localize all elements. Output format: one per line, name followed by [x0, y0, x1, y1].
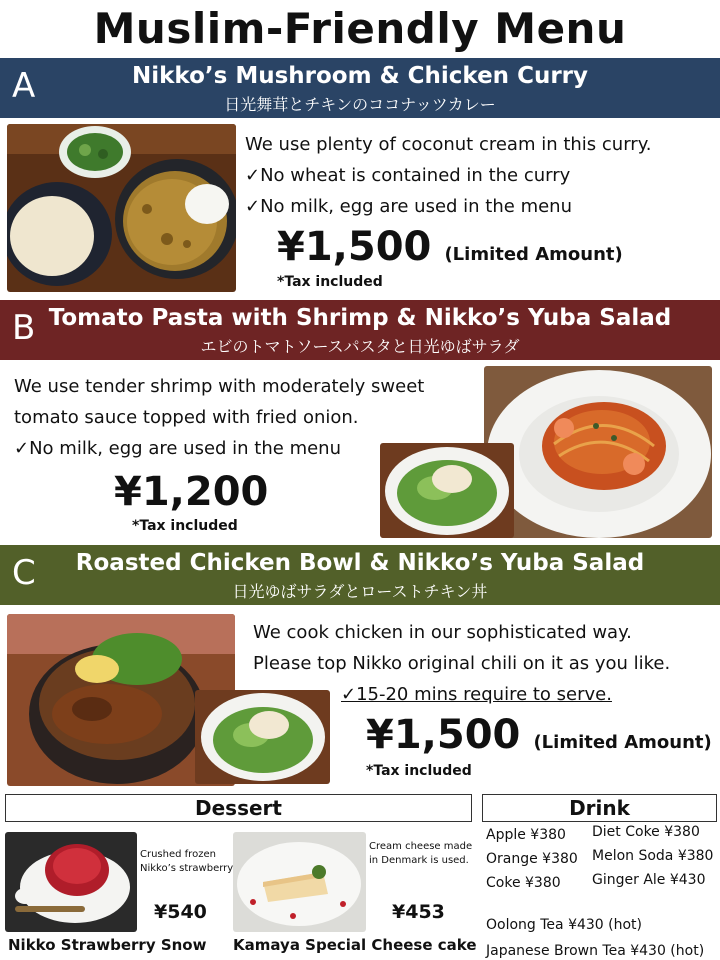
- curry-photo: [7, 124, 236, 292]
- limited-amount-note: (Limited Amount): [444, 244, 623, 265]
- drink-list-col1: [486, 823, 578, 895]
- description-line: ✓No milk, egg are used in the menu: [14, 438, 341, 459]
- description-line: Please top Nikko original chili on it as you like.: [253, 653, 671, 674]
- drink-item: Melon Soda ¥380: [592, 848, 714, 864]
- description-line: We use plenty of coconut cream in this curry.: [245, 134, 652, 155]
- section-a-header: [0, 58, 720, 118]
- drink-list-col2: [592, 820, 713, 892]
- section-title-en: Tomato Pasta with Shrimp & Nikko’s Yuba Salad: [48, 305, 672, 331]
- description-line: We cook chicken in our sophisticated way.: [253, 622, 632, 643]
- section-title-jp: エビのトマトソースパスタと日光ゆばサラダ: [200, 337, 520, 356]
- pasta-photo: [484, 366, 712, 538]
- dessert-name: Nikko Strawberry Snow: [8, 936, 207, 954]
- drink-item: Oolong Tea ¥430 (hot): [486, 917, 642, 933]
- drink-item: Coke ¥380: [486, 875, 561, 891]
- description-line: tomato sauce topped with fried onion.: [14, 407, 359, 428]
- drink-list-hot: [486, 912, 704, 960]
- dessert-price: ¥540: [154, 901, 207, 923]
- section-c-header: [0, 545, 720, 605]
- drink-item: Orange ¥380: [486, 851, 578, 867]
- dessert-note: Crushed frozen Nikko’s strawberry: [140, 849, 234, 874]
- section-title-jp: 日光ゆばサラダとローストチキン丼: [232, 582, 488, 601]
- dessert-price: ¥453: [392, 901, 445, 923]
- tax-note: *Tax included: [277, 274, 383, 290]
- dessert-name: Kamaya Special Cheese cake: [233, 936, 477, 954]
- serve-time-note: ✓15-20 mins require to serve.: [341, 684, 612, 705]
- drink-item: Diet Coke ¥380: [592, 824, 700, 840]
- drink-item: Japanese Brown Tea ¥430 (hot): [486, 943, 705, 959]
- section-letter: C: [12, 553, 36, 593]
- drink-heading: Drink: [482, 794, 717, 822]
- section-a-description: [245, 129, 652, 222]
- drink-item: Apple ¥380: [486, 827, 566, 843]
- section-letter: A: [12, 66, 36, 106]
- section-letter: B: [12, 308, 36, 348]
- tax-note: *Tax included: [366, 763, 472, 779]
- price: ¥1,500: [366, 712, 521, 758]
- section-title-en: Nikko’s Mushroom & Chicken Curry: [131, 63, 588, 89]
- section-a-price-row: [277, 224, 623, 270]
- section-b-description: [14, 371, 424, 464]
- yuba-salad-photo: [380, 443, 514, 538]
- section-b-header: [0, 300, 720, 360]
- limited-amount-note: (Limited Amount): [533, 732, 712, 753]
- tax-note: *Tax included: [132, 518, 238, 534]
- price: ¥1,200: [114, 469, 269, 515]
- description-line: We use tender shrimp with moderately sweet: [14, 376, 425, 397]
- dessert-heading: Dessert: [5, 794, 472, 822]
- price: ¥1,500: [277, 224, 432, 270]
- strawberry-snow-photo: [5, 832, 137, 932]
- dessert-note: Cream cheese made in Denmark is used.: [369, 841, 473, 866]
- drink-item: Ginger Ale ¥430: [592, 872, 706, 888]
- page-title: Muslim-Friendly Menu: [93, 4, 627, 53]
- section-title-jp: 日光舞茸とチキンのココナッツカレー: [224, 95, 496, 114]
- section-c-description: [253, 617, 670, 710]
- description-line: ✓No milk, egg are used in the menu: [245, 196, 572, 217]
- section-c-price-row: [366, 712, 712, 758]
- cheesecake-photo: [233, 832, 366, 932]
- section-title-en: Roasted Chicken Bowl & Nikko’s Yuba Salad: [75, 550, 645, 576]
- description-line: ✓No wheat is contained in the curry: [245, 165, 571, 186]
